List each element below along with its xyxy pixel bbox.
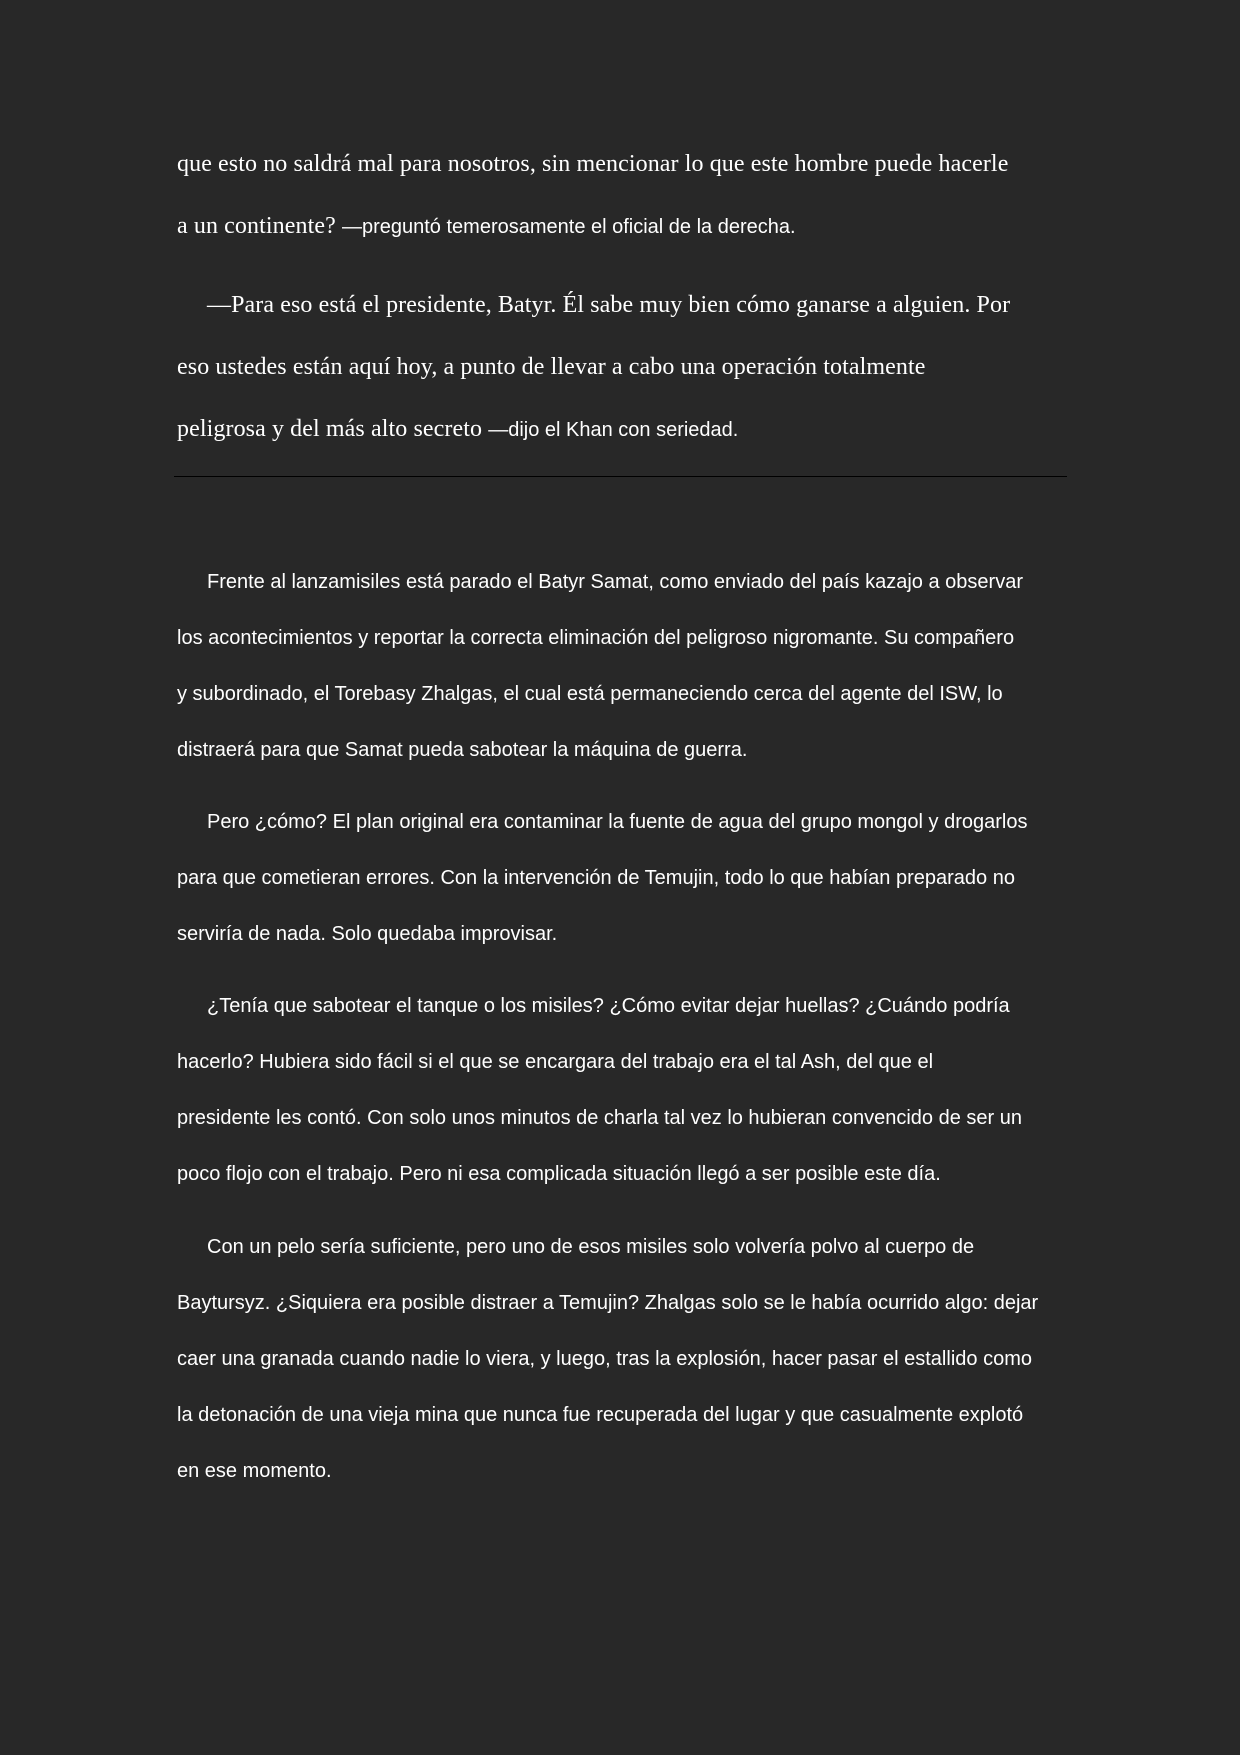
text-line: Baytursyz. ¿Siquiera era posible distraer a Temujin? Zhalgas solo se le había ocurrido algo: dejar [177, 1292, 1039, 1314]
text-line: eso ustedes están aquí hoy, a punto de llevar a cabo una operación totalmente [177, 354, 926, 380]
text-line: hacerlo? Hubiera sido fácil si el que se encargara del trabajo era el tal Ash, del que el [177, 1051, 934, 1073]
text-span: —preguntó temerosamente el oficial de la derecha. [341, 216, 796, 238]
text-line: caer una granada cuando nadie lo viera, y luego, tras la explosión, hacer pasar el estallido como [177, 1348, 1032, 1370]
text-line: —Para eso está el presidente, Batyr. Él sabe muy bien cómo ganarse a alguien. Por [207, 292, 1011, 318]
text-line: y subordinado, el Torebasy Zhalgas, el cual está permaneciendo cerca del agente del ISW, lo [177, 683, 1003, 705]
text-line: serviría de nada. Solo quedaba improvisar. [177, 923, 558, 945]
text-line [177, 214, 796, 238]
text-line: distraerá para que Samat pueda sabotear la máquina de guerra. [177, 739, 748, 761]
text-line: presidente les contó. Con solo unos minutos de charla tal vez lo hubieran convencido de ser un [177, 1107, 1022, 1129]
text-line: que esto no saldrá mal para nosotros, sin mencionar lo que este hombre puede hacerle [177, 151, 1009, 177]
text-line [177, 417, 738, 441]
text-line: poco flojo con el trabajo. Pero ni esa complicada situación llegó a ser posible este día. [177, 1163, 941, 1185]
text-line: para que cometieran errores. Con la intervención de Temujin, todo lo que habían preparado no [177, 867, 1015, 889]
text-span: —dijo el Khan con seriedad. [488, 419, 739, 441]
text-line: Frente al lanzamisiles está parado el Batyr Samat, como enviado del país kazajo a observar [207, 571, 1023, 593]
text-line: Pero ¿cómo? El plan original era contaminar la fuente de agua del grupo mongol y drogarlos [207, 811, 1028, 833]
section-divider [174, 476, 1067, 477]
text-line: ¿Tenía que sabotear el tanque o los misiles? ¿Cómo evitar dejar huellas? ¿Cuándo podría [207, 995, 1010, 1017]
text-line: los acontecimientos y reportar la correcta eliminación del peligroso nigromante. Su compañero [177, 627, 1015, 649]
text-line: en ese momento. [177, 1460, 332, 1482]
text-span: a un continente? [177, 213, 342, 239]
text-line: la detonación de una vieja mina que nunca fue recuperada del lugar y que casualmente explotó [177, 1404, 1024, 1426]
text-span: peligrosa y del más alto secreto [177, 416, 489, 442]
text-line: Con un pelo sería suficiente, pero uno de esos misiles solo volvería polvo al cuerpo de [207, 1236, 975, 1258]
